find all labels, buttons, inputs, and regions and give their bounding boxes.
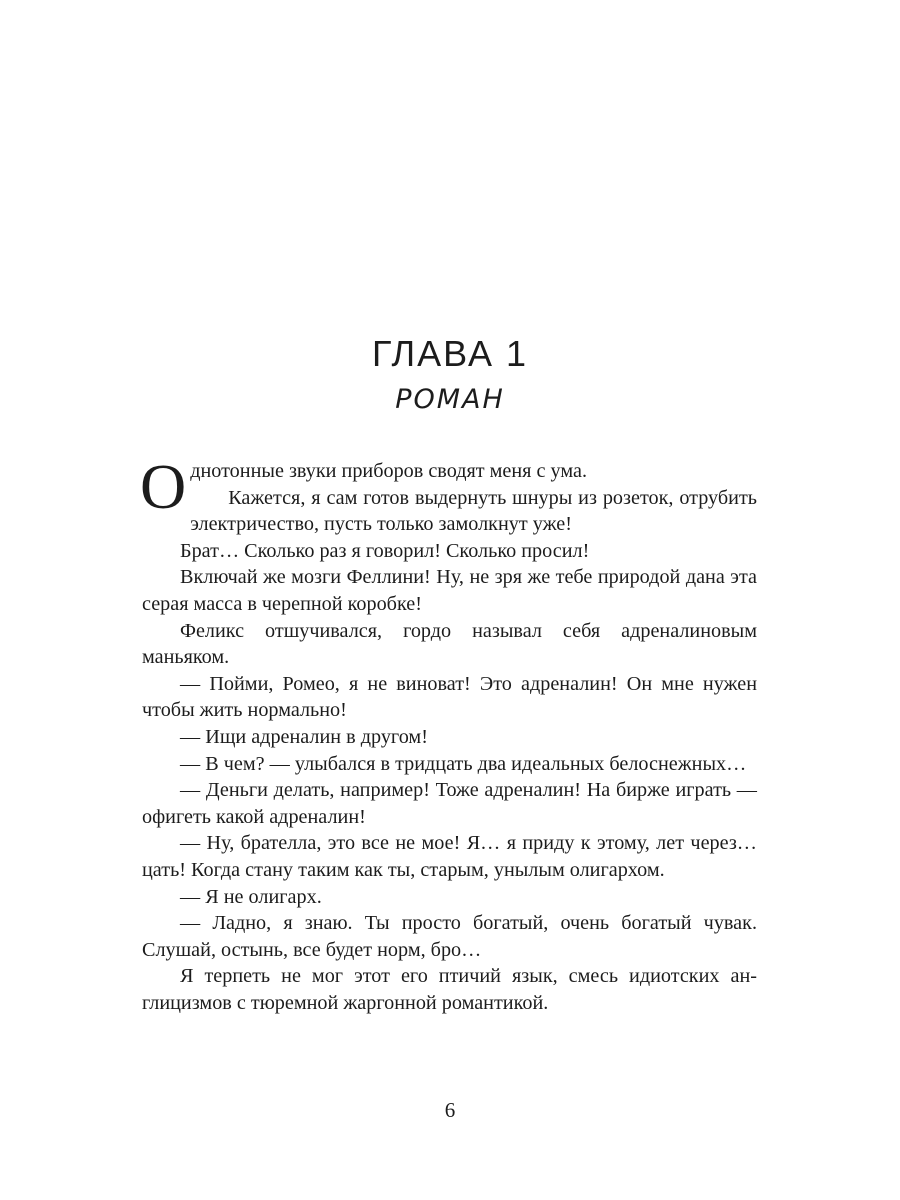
paragraph: Включай же мозги Феллини! Ну, не зря же тебе природой дана эта серая масса в черепной коробке! [142,566,757,615]
paragraph: Я терпеть не мог этот его птичий язык, смесь идиотских англицизмов с тюремной жаргонной романтикой. [142,965,757,1014]
paragraph: — Я не олигарх. [180,885,322,908]
body-text [140,451,757,1016]
paragraph: — Деньги делать, например! Тоже адреналин! На бирже играть — офигеть какой адреналин! [142,779,757,828]
paragraph: — Ладно, я знаю. Ты просто богатый, очень богатый чувак. Слушай, остынь, все будет норм, бро… [142,912,757,961]
paragraph: — Ну, брателла, это все не мое! Я… я приду к этому, лет через… цать! Когда стану таким как ты, старым, унылым олигархом. [142,832,757,881]
drop-cap: О [140,451,187,522]
paragraph: Брат… Сколько раз я говорил! Сколько просил! [180,539,590,562]
chapter-heading: ГЛАВА 1 [372,333,528,374]
paragraph-first-text: днотонные звуки приборов сводят меня с ума. [190,460,587,482]
paragraph: Кажется, я сам готов выдернуть шнуры из розеток, отрубить электричество, пусть только замолкнут уже! [190,486,757,536]
paragraph: — Ищи адреналин в другом! [180,725,428,748]
chapter-title: РОМАН [395,384,505,415]
page-number: 6 [444,1098,456,1122]
paragraph: — Пойми, Ромео, я не виноват! Это адреналин! Он мне нужен чтобы жить нормально! [142,672,757,722]
paragraph: — В чем? — улыбался в тридцать два идеальных белоснежных… [180,752,747,775]
paragraph: Феликс отшучивался, гордо называл себя адреналиновым маньяком. [142,619,757,669]
